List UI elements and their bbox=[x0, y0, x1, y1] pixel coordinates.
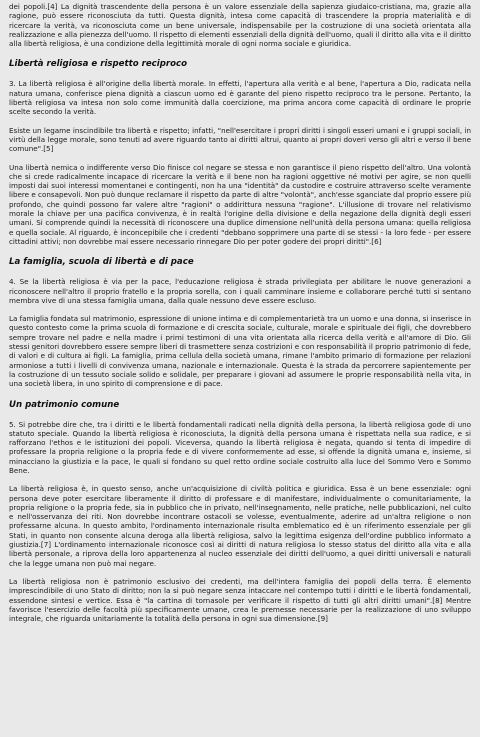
paragraph: 3. La libertà religiosa è all'origine della libertà morale. In effetti, l'apertura alla verità e al bene, l'apertura a Dio, radicata nella natura umana, conferisce piena dignità a ciascun uomo ed è garante del pieno rispetto reciproco tra le persone. Pertanto, la libertà religiosa va intesa non solo come immunità dalla coercizione, ma prima ancora come capacità di ordinare le proprie scelte secondo la verità. bbox=[9, 79, 471, 117]
paragraph: Esiste un legame inscindibile tra libertà e rispetto; infatti, "nell'esercitare i propri diritti i singoli esseri umani e i gruppi sociali, in virtù della legge morale, sono tenuti ad avere riguardo tanto ai diritti altrui, quanto ai propri doveri verso gli altri e verso il bene comune".[5] bbox=[9, 125, 471, 154]
paragraph: La libertà religiosa è, in questo senso, anche un'acquisizione di civiltà politica e giuridica. Essa è un bene essenziale: ogni persona deve poter esercitare liberamente il diritto di professare e di manifestare, individualmente o comunitariamente, la propria religione o la propria fede, sia in pubblico che in privato, nell'insegnamento, nelle pratiche, nelle pubblicazioni, nel culto e nell'osservanza dei riti. Non dovrebbe incontrare ostacoli se volesse, eventualmente, aderire ad un'altra religione o non professarne alcuna. In questo ambito, l'ordinamento internazionale risulta emblematico ed è un riferimento essenziale per gli Stati, in quanto non consente alcuna deroga alla libertà religiosa, salvo la legittima esigenza dell'ordine pubblico informato a giustizia.[7] L'ordinamento internazionale riconosce così ai diritti di natura religiosa lo stesso status del diritto alla vita e alla libertà personale, a riprova della loro appartenenza al nucleo essenziale dei diritti dell'uomo, a quei diritti universali e naturali che la legge umana non può mai negare. bbox=[9, 484, 471, 568]
paragraph: La famiglia fondata sul matrimonio, espressione di unione intima e di complementarietà tra un uomo e una donna, si inserisce in questo contesto come la prima scuola di formazione e di crescita sociale, culturale, morale e spirituale dei figli, che dovrebbero sempre trovare nel padre e nella madre i primi testimoni di una vita orientata alla ricerca della verità e all'amore di Dio. Gli stessi genitori dovrebbero essere sempre liberi di trasmettere senza costrizioni e con responsabilità il proprio patrimonio di fede, di valori e di cultura ai figli. La famiglia, prima cellula della società umana, rimane l'ambito primario di formazione per relazioni armoniose a tutti i livelli di convivenza umana, nazionale e internazionale. Questa è la strada da percorrere sapientemente per la costruzione di un tessuto sociale solido e solidale, per preparare i giovani ad assumere le proprie responsabilità nella vita, in una società libera, in uno spirito di comprensione e di pace. bbox=[9, 314, 471, 389]
section-heading-famiglia: La famiglia, scuola di libertà e di pace bbox=[9, 257, 194, 268]
paragraph: 4. Se la libertà religiosa è via per la pace, l'educazione religiosa è strada privilegiata per abilitare le nuove generazioni a riconoscere nell'altro il proprio fratello e la propria sorella, con i quali camminare insieme e collaborare perché tutti si sentano membra vive di una stessa famiglia umana, dalla quale nessuno deve essere escluso. bbox=[9, 277, 471, 305]
section-heading-liberta-religiosa: Libertà religiosa e rispetto reciproco bbox=[9, 59, 188, 70]
paragraph: Una libertà nemica o indifferente verso Dio finisce col negare se stessa e non garantisce il pieno rispetto dell'altro. Una volontà che si crede radicalmente incapace di ricercare la verità e il bene non ha ragioni oggettive né motivi per agire, se non quelli imposti dai suoi interessi momentanei e contingenti, non ha una "identità" da custodire e costruire attraverso scelte veramente libere e consapevoli. Non può dunque reclamare il rispetto da parte di altre "volontà", anch'esse sganciate dal proprio essere più profondo, che quindi possono far valere altre "ragioni" o addirittura nessuna "ragione". L'illusione di trovare nel relativismo morale la chiave per una pacifica convivenza, è in realtà l'origine della divisione e della negazione della dignità degli esseri umani. Si comprende quindi la necessità di riconoscere una duplice dimensione nell'unità della persona umana: quella religiosa e quella sociale. Al riguardo, è inconcepibile che i credenti "debbano sopprimere una parte di se stessi - la loro fede - per essere cittadini attivi; non dovrebbe mai essere necessario rinnegare Dio per poter godere dei propri diritti".[6] bbox=[9, 162, 471, 246]
paragraph: La libertà religiosa non è patrimonio esclusivo dei credenti, ma dell'intera famiglia dei popoli della terra. È elemento imprescindibile di uno Stato di diritto; non la si può negare senza intaccare nel contempo tutti i diritti e le libertà fondamentali, essendone sintesi e vertice. Essa è "la cartina di tornasole per verificare il rispetto di tutti gli altri diritti umani".[8] Mentre favorisce l'esercizio delle facoltà più specificamente umane, crea le premesse necessarie per la realizzazione di uno sviluppo integrale, che riguarda unitariamente la totalità della persona in ogni sua dimensione.[9] bbox=[9, 576, 471, 624]
section-heading-patrimonio: Un patrimonio comune bbox=[9, 399, 120, 410]
intro-paragraph: dei popoli.[4] La dignità trascendente della persona è un valore essenziale della sapienza giudaico-cristiana, ma, grazie alla ragione, può essere riconosciuta da tutti. Questa dignità, intesa come capacità di trascendere la propria materialità e di ricercare la verità, va riconosciuta come un bene universale, indispensabile per la costruzione di una società orientata alla realizzazione e alla pienezza dell'uomo. Il rispetto di elementi essenziali della dignità dell'uomo, quali il diritto alla vita e il diritto alla libertà religiosa, è una condizione della legittimità morale di ogni norma sociale e giuridica. bbox=[9, 2, 471, 49]
paragraph: 5. Si potrebbe dire che, tra i diritti e le libertà fondamentali radicati nella dignità della persona, la libertà religiosa gode di uno statuto speciale. Quando la libertà religiosa è riconosciuta, la dignità della persona umana è rispettata nella sua radice, e si rafforzano l'ethos e le istituzioni dei popoli. Viceversa, quando la libertà religiosa è negata, quando si tenta di impedire di professare la propria religione o la propria fede e di vivere conformemente ad esse, si offende la dignità umana e, insieme, si minacciano la giustizia e la pace, le quali si fondano su quel retto ordine sociale costruito alla luce del Sommo Vero e Sommo Bene. bbox=[9, 419, 471, 475]
